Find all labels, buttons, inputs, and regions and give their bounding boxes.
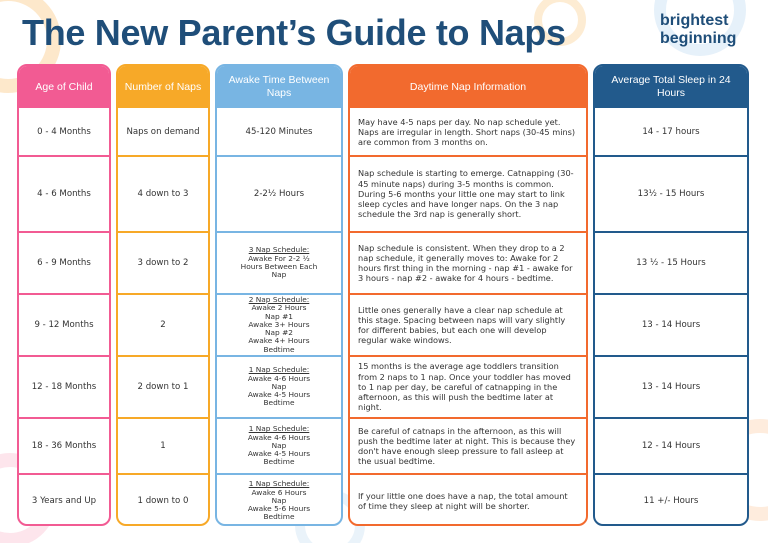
naps-value: 1 [160,440,166,451]
total-value: 14 - 17 hours [642,126,700,137]
naps-cell [118,419,208,473]
naps-cell [118,357,208,417]
age-cell [19,295,109,355]
naps-cell [118,157,208,231]
age-cell [19,233,109,293]
nap-schedule-line: Nap [271,270,287,280]
nap-schedule-heading: 1 Nap Schedule: [248,424,310,434]
header-total-sleep: Average Total Sleep in 24 Hours [595,66,747,108]
total-cell [595,109,747,155]
awake-cell [217,357,341,417]
total-value: 13½ - 15 Hours [637,188,705,199]
nap-schedule-line: Awake 3+ Hours [248,319,310,329]
info-value: If your little one does have a nap, the total amount of time they sleep at night will be shorter. [358,490,568,511]
nap-schedule-line: Awake 2 Hours [251,303,307,313]
awake-time-value: 2-2½ Hours [253,188,305,199]
nap-schedule-heading: 1 Nap Schedule: [248,365,310,375]
column-age [17,64,111,526]
total-value: 12 - 14 Hours [641,440,701,451]
info-value: Be careful of catnaps in the afternoon, as this will push the bedtime later at night. This is because they don't have enough sleep pressure to fall asleep at the usual bedtime. [358,425,576,467]
total-cell [595,157,747,231]
age-cell [19,419,109,473]
brand-line-2: beginning [660,30,737,47]
total-value: 13 - 14 Hours [641,381,701,392]
age-value: 12 - 18 Months [31,381,97,392]
age-value: 18 - 36 Months [31,440,97,451]
age-cell [19,109,109,155]
nap-schedule-line: Awake 4-6 Hours [247,432,311,442]
nap-schedule-line: Bedtime [263,512,295,522]
info-cell [350,475,586,526]
nap-schedule-line: Nap [271,440,287,450]
naps-value: 2 [160,319,166,330]
naps-value: 2 down to 1 [137,381,189,392]
total-cell [595,357,747,417]
info-cell [350,109,586,155]
awake-time-value: 45-120 Minutes [245,126,313,137]
nap-schedule-line: Bedtime [263,398,295,408]
naps-cell [118,295,208,355]
naps-value: Naps on demand [126,126,200,137]
info-value: Nap schedule is starting to emerge. Catnapping (30-45 minute naps) during 3-5 months is common. During 5-6 months your little one may start to link sleep cycles and have longer naps. On the 3 nap schedule the 3rd nap is generally short. [358,168,574,220]
brand-line-1: brightest [660,12,729,29]
info-cell [350,157,586,231]
age-cell [19,157,109,231]
total-value: 11 +/- Hours [643,495,699,506]
awake-cell [217,233,341,293]
nap-schedule-line: Awake 6 Hours [251,487,307,497]
awake-cell [217,157,341,231]
total-cell [595,295,747,355]
naps-cell [118,475,208,526]
column-nap-info [348,64,588,526]
info-cell [350,419,586,473]
age-cell [19,357,109,417]
info-value: May have 4-5 naps per day. No nap schedule yet. Naps are irregular in length. Short naps (30-45 mins) are common from 3 months on. [358,116,576,148]
total-value: 13 ½ - 15 Hours [636,257,706,268]
column-naps [116,64,210,526]
info-value: 15 months is the average age toddlers transition from 2 naps to 1 nap. Once your toddler has moved to 1 nap per day, be careful of catnapping in the afternoon, as this will push the bedtime later at night. [358,361,571,413]
nap-schedule-line: Awake 4-5 Hours [247,449,311,459]
naps-cell [118,109,208,155]
header-nap-info: Daytime Nap Information [350,66,586,108]
column-awake-time [215,64,343,526]
nap-schedule-line: Awake 4-6 Hours [247,373,311,383]
nap-schedule-line: Awake 4-5 Hours [247,390,311,400]
info-cell [350,233,586,293]
info-cells [350,108,586,524]
nap-schedule-heading: 3 Nap Schedule: [248,245,310,255]
age-value: 9 - 12 Months [34,319,94,330]
naps-cell [118,233,208,293]
awake-cell [217,475,341,526]
nap-schedule-line: Awake For 2-2 ½ [248,253,310,263]
nap-schedule-line: Bedtime [263,457,295,467]
naps-value: 4 down to 3 [137,188,189,199]
page-title: The New Parent’s Guide to Naps [22,12,566,53]
total-cells [595,108,747,524]
age-value: 0 - 4 Months [37,126,91,137]
age-value: 6 - 9 Months [37,257,91,268]
info-value: Little ones generally have a clear nap schedule at this stage. Spacing between naps will vary slightly for different babies, but each one will develop regular wake windows. [358,304,566,346]
nap-schedule-line: Nap [271,381,287,391]
nap-schedule-line: Nap [271,495,287,505]
info-value: Nap schedule is consistent. When they drop to a 2 nap schedule, it generally moves to: Awake for 2 hours first thing in the morning - nap #1 - awake for 3 hours - nap #2 - awake for 4 hours - bedtime. [358,242,573,284]
age-value: 3 Years and Up [31,495,97,506]
nap-schedule-line: Nap #1 [265,311,293,321]
header-age: Age of Child [19,66,109,108]
info-cell [350,357,586,417]
awake-cell [217,295,341,355]
naps-value: 3 down to 2 [137,257,189,268]
nap-schedule-line: Nap #2 [265,328,293,338]
nap-schedule-heading: 1 Nap Schedule: [248,479,310,489]
header-awake-time: Awake Time Between Naps [217,66,341,108]
nap-schedule-line: Hours Between Each [240,262,318,271]
total-cell [595,233,747,293]
naps-value: 1 down to 0 [137,495,189,506]
header-naps: Number of Naps [118,66,208,108]
awake-cell [217,109,341,155]
total-cell [595,475,747,526]
age-cells [19,108,109,524]
awake-cell [217,419,341,473]
nap-schedule-heading: 2 Nap Schedule: [248,294,310,304]
age-value: 4 - 6 Months [37,188,91,199]
brand-logo [660,12,746,48]
nap-schedule-line: Awake 4+ Hours [248,336,310,346]
total-value: 13 - 14 Hours [641,319,701,330]
info-cell [350,295,586,355]
awake-cells [217,108,341,524]
total-cell [595,419,747,473]
nap-schedule-line: Awake 5-6 Hours [247,504,311,514]
naps-cells [118,108,208,524]
column-total-sleep [593,64,749,526]
nap-schedule-line: Bedtime [263,344,295,354]
age-cell [19,475,109,526]
